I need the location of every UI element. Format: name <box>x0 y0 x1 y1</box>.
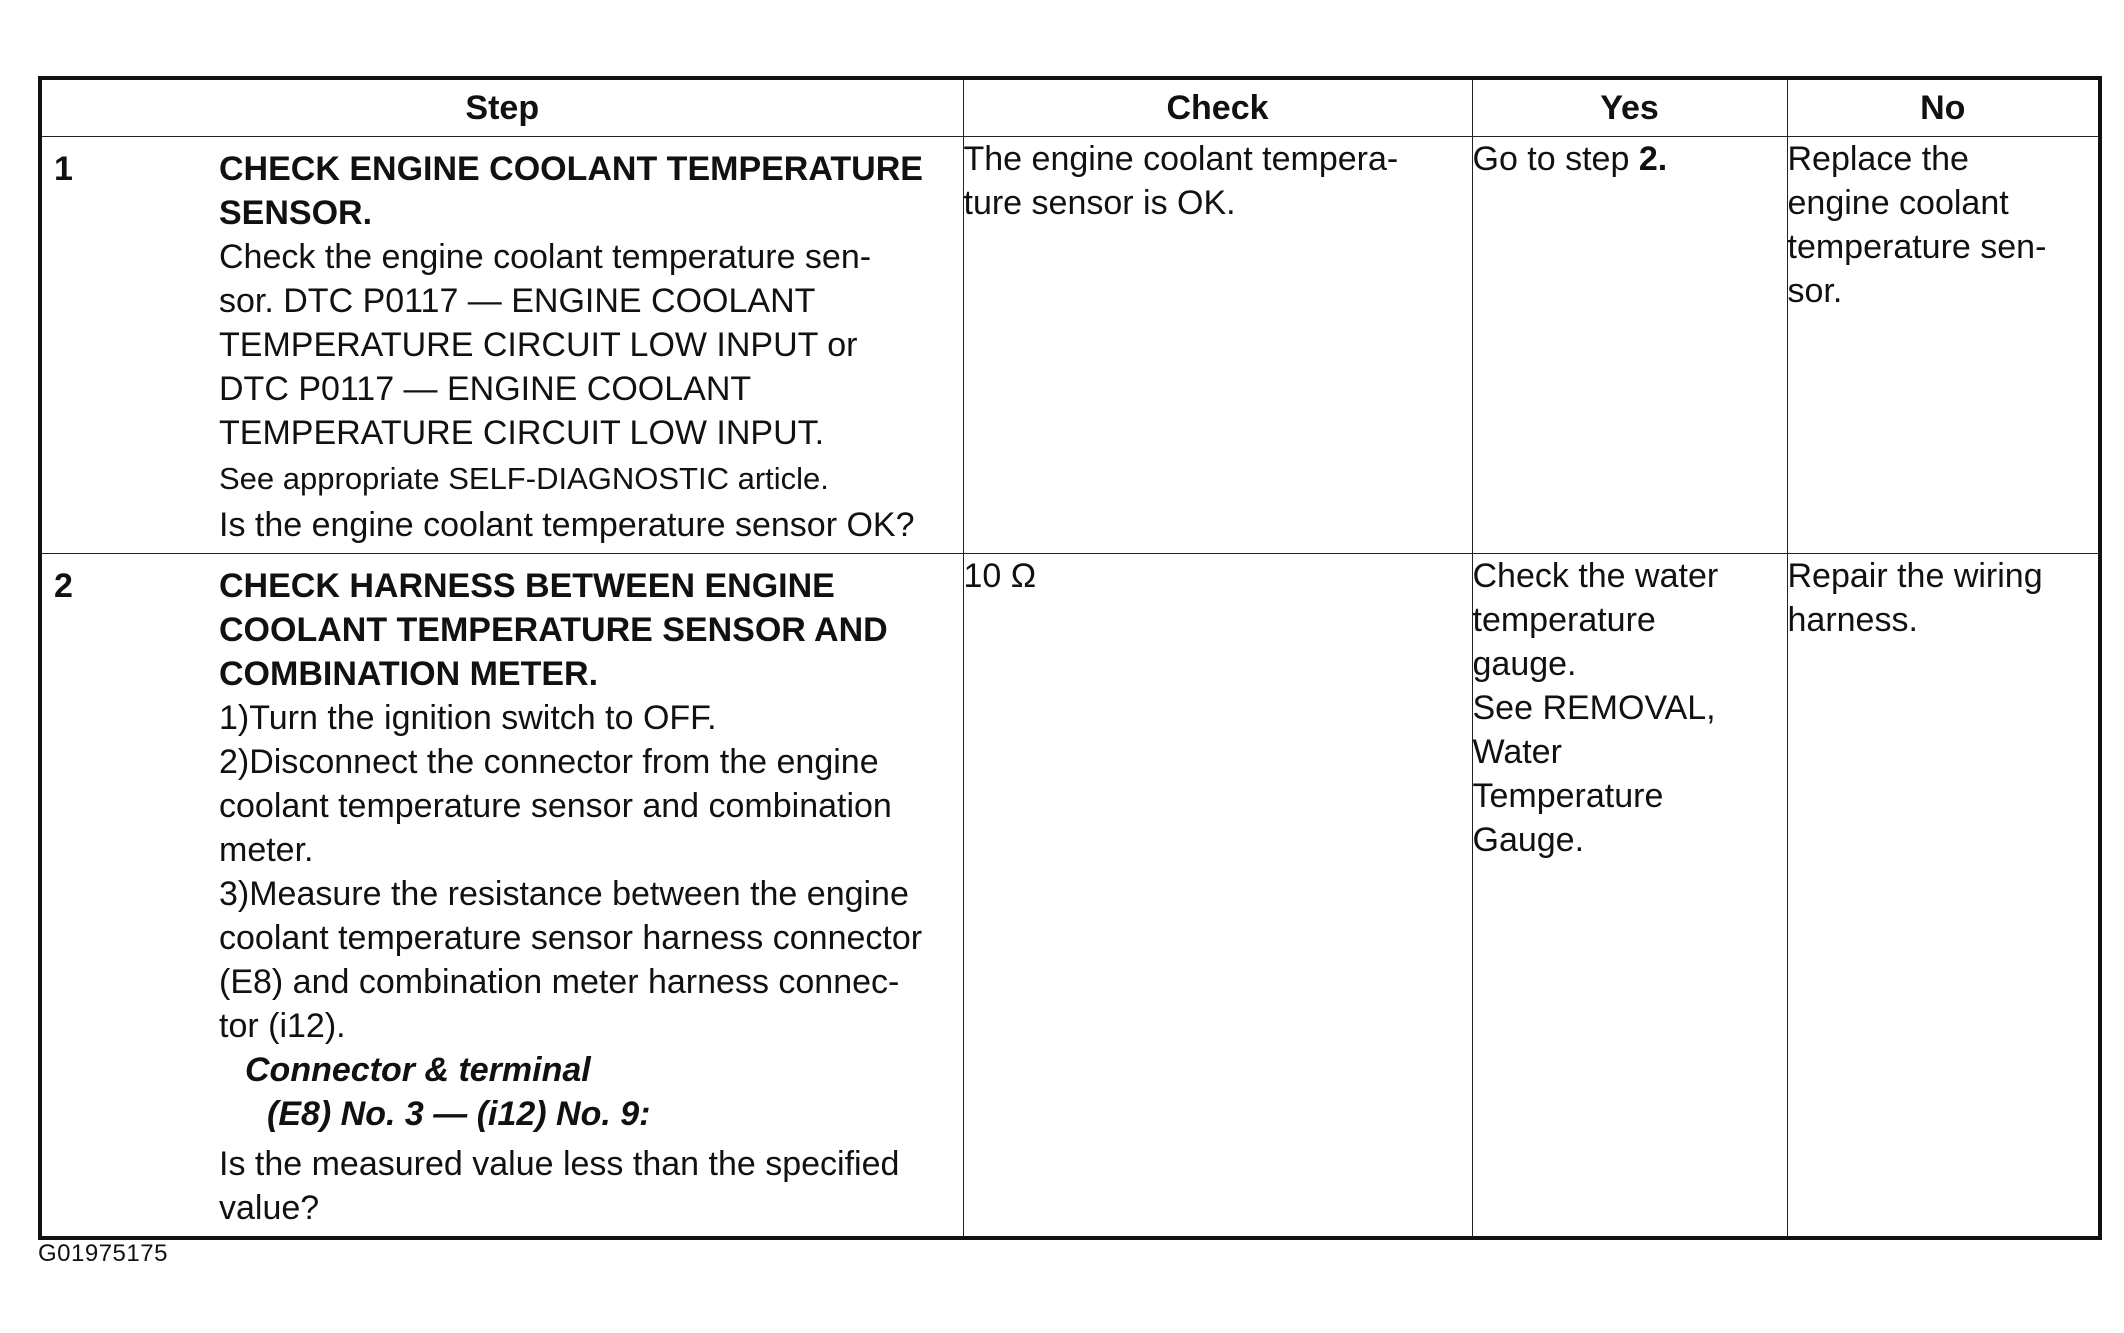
step-title-line: COMBINATION METER. <box>219 655 599 693</box>
diagnostic-table <box>38 76 2102 1240</box>
check-line: The engine coolant tempera- <box>963 140 1399 178</box>
yes-line <box>1473 137 1787 181</box>
no-line: temperature sen- <box>1787 228 2047 266</box>
step-body-line: 1)Turn the ignition switch to OFF. <box>219 699 717 737</box>
figure-id: G01975175 <box>38 1240 168 1267</box>
check-cell <box>963 137 1472 554</box>
step-title-line: CHECK ENGINE COOLANT TEMPERATURE <box>219 150 923 188</box>
yes-step-ref: 2. <box>1638 140 1668 178</box>
step-body-line: sor. DTC P0117 — ENGINE COOLANT <box>219 282 816 320</box>
step-body-line: (E8) and combination meter harness connec- <box>219 963 900 1001</box>
step-cell <box>40 137 963 554</box>
step-question-line: Is the measured value less than the specified <box>219 1145 900 1183</box>
step-body-line: TEMPERATURE CIRCUIT LOW INPUT or <box>219 326 858 364</box>
step-cell <box>40 554 963 1239</box>
step-body-line: Check the engine coolant temperature sen- <box>219 238 872 276</box>
no-line: harness. <box>1787 601 1918 639</box>
table-row <box>40 137 2100 554</box>
step-body-line: coolant temperature sensor harness connector <box>219 919 923 957</box>
no-cell <box>1787 137 2100 554</box>
yes-cell <box>1472 554 1787 1239</box>
yes-line: temperature <box>1472 601 1656 639</box>
header-step: Step <box>40 78 963 137</box>
step-question-line: value? <box>219 1189 320 1227</box>
yes-cell <box>1472 137 1787 554</box>
yes-line: Temperature <box>1472 777 1664 815</box>
header-no: No <box>1787 78 2100 137</box>
no-line: engine coolant <box>1787 184 2009 222</box>
step-title-line: COOLANT TEMPERATURE SENSOR AND <box>219 611 888 649</box>
step-title-line: SENSOR. <box>219 194 373 232</box>
yes-line: Check the water <box>1472 557 1719 595</box>
no-line: Repair the wiring <box>1787 557 2043 595</box>
check-line: ture sensor is OK. <box>963 184 1236 222</box>
header-row <box>40 78 2100 137</box>
yes-line: See REMOVAL, <box>1472 689 1716 727</box>
yes-line: gauge. <box>1472 645 1577 683</box>
step-body-line: meter. <box>219 831 314 869</box>
spec-value: (E8) No. 3 — (i12) No. 9: <box>267 1095 651 1133</box>
step-title-line: CHECK HARNESS BETWEEN ENGINE <box>219 567 835 605</box>
check-cell <box>963 554 1472 1239</box>
spec-label: Connector & terminal <box>245 1051 591 1089</box>
step-body-line: coolant temperature sensor and combination <box>219 787 892 825</box>
no-line: Replace the <box>1787 140 1969 178</box>
check-line: 10 Ω <box>963 557 1037 595</box>
header-check: Check <box>963 78 1472 137</box>
table-row <box>40 554 2100 1239</box>
yes-line: Gauge. <box>1472 821 1585 859</box>
header-yes: Yes <box>1472 78 1787 137</box>
no-line: sor. <box>1787 272 1843 310</box>
no-cell <box>1787 554 2100 1239</box>
step-number: 2 <box>54 567 73 605</box>
step-body-line: TEMPERATURE CIRCUIT LOW INPUT. <box>219 414 825 452</box>
step-note: See appropriate SELF-DIAGNOSTIC article. <box>219 461 829 496</box>
step-body-line: tor (i12). <box>219 1007 346 1045</box>
step-body-line: 3)Measure the resistance between the engine <box>219 875 909 913</box>
step-question: Is the engine coolant temperature sensor OK? <box>219 506 915 544</box>
step-number: 1 <box>54 150 73 188</box>
yes-line: Water <box>1472 733 1562 771</box>
step-body-line: 2)Disconnect the connector from the engine <box>219 743 879 781</box>
step-body-line: DTC P0117 — ENGINE COOLANT <box>219 370 752 408</box>
yes-text: Go to step <box>1472 140 1639 178</box>
